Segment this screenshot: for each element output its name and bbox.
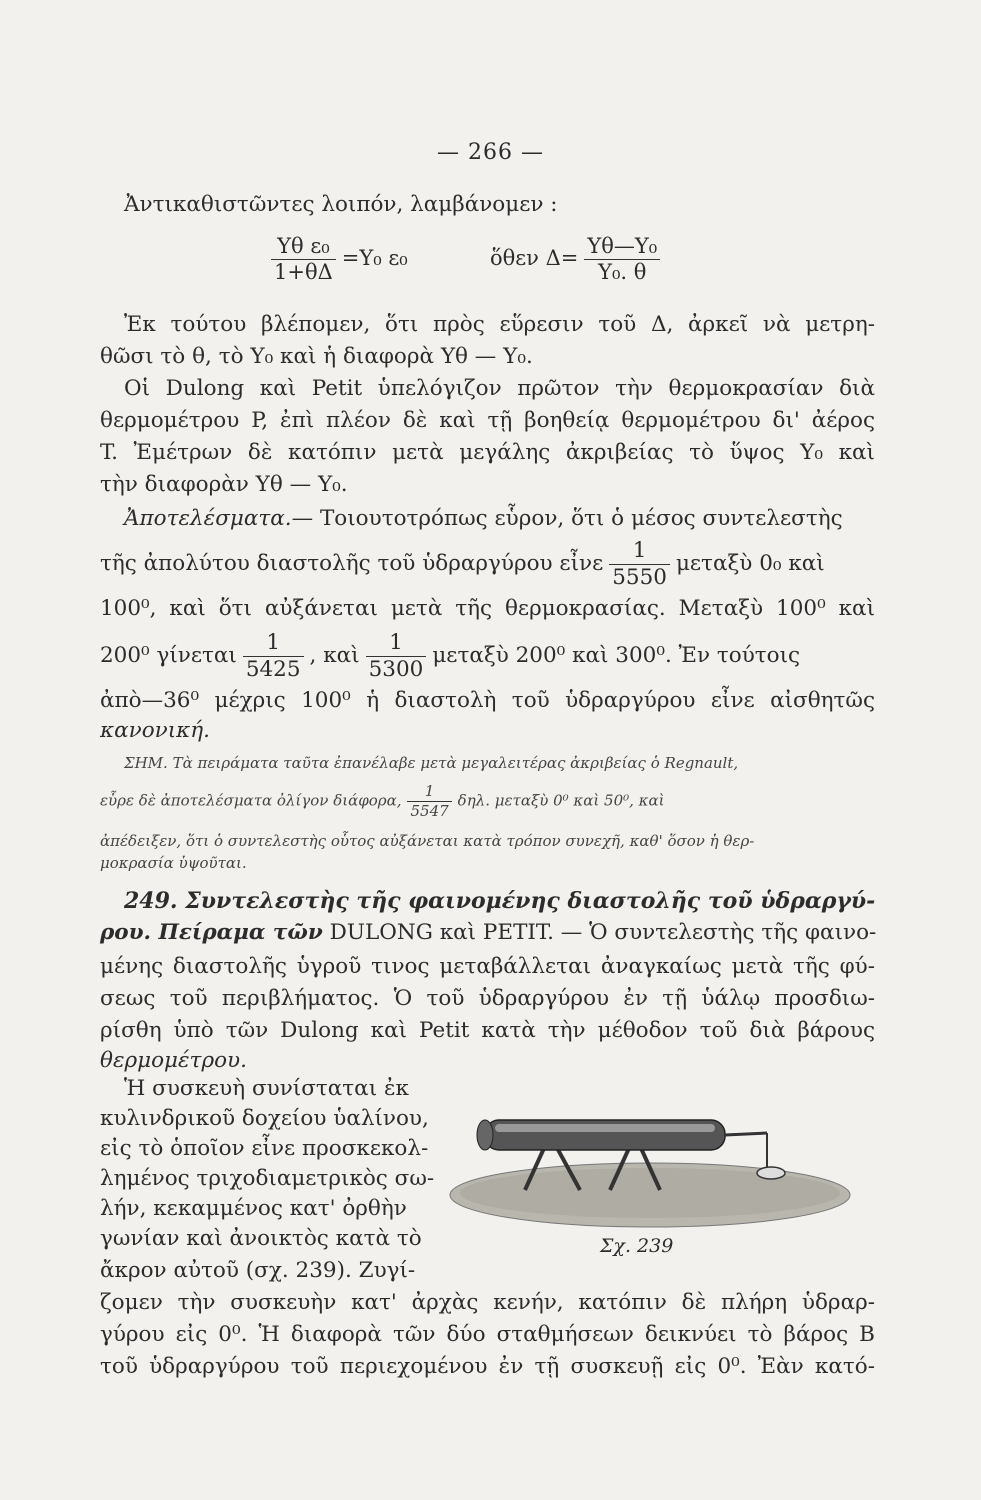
equation-2: ὅθεν Δ= $\frac{\text{Yθ—Y₀}}{\text{Y₀. θ}}$ xyxy=(490,236,666,283)
equation-1: $\frac{\text{Yθ ε₀}}{1+\theta\Delta}$ =Y₀ ε₀ xyxy=(265,236,408,283)
paragraph-line: τοῦ ὑδραργύρου τοῦ περιεχομένου ἐν τῇ συσκευῇ εἰς 0⁰. Ἐὰν κατό- xyxy=(100,1354,875,1379)
paragraph-line: γύρου εἰς 0⁰. Ἡ διαφορὰ τῶν δύο σταθμήσεων δεικνύει τὸ βάρος B xyxy=(100,1322,875,1347)
equation-2-fraction: $\frac{\text{Yθ—Y₀}}{\text{Y₀. θ}}$ xyxy=(584,236,660,283)
paragraph-line: T. Ἐμέτρων δὲ κατόπιν μετὰ μεγάλης ἀκριβείας τὸ ὕψος Y₀ καὶ xyxy=(100,440,875,465)
note-line: ΣΗΜ. Τὰ πειράματα ταῦτα ἐπανέλαβε μετὰ μεγαλειτέρας ἀκριβείας ὁ Regnault, xyxy=(124,754,739,772)
paragraph-line: θερμομέτρου P, ἐπὶ πλέον δὲ καὶ τῇ βοηθείᾳ θερμομέτρου δι' ἀέρος xyxy=(100,408,875,433)
paragraph-line: Ἀποτελέσματα.— Τοιουτοτρόπως εὗρον, ὅτι ὁ μέσος συντελεστὴς xyxy=(124,506,843,531)
wrapped-line: λημένος τριχοδιαμετρικὸς σω- xyxy=(100,1166,435,1191)
intro-line: Ἀντικαθιστῶντες λοιπόν, λαμβάνομεν : xyxy=(124,192,558,217)
section-heading: 249. Συντελεστὴς τῆς φαινομένης διαστολῆς τοῦ ὑδραργύ- xyxy=(124,888,876,914)
note-line: εὗρε δὲ ἀποτελέσματα ὀλίγον διάφορα, $\frac{1}{5547}$ δηλ. μεταξὺ 0⁰ καὶ 50⁰, καὶ xyxy=(100,782,665,820)
fraction: $\frac{1}{5547}$ xyxy=(407,784,451,819)
paragraph-line: ἀπὸ—36⁰ μέχρις 100⁰ ἡ διαστολὴ τοῦ ὑδραργύρου εἶνε αἰσθητῶς xyxy=(100,688,875,713)
results-label: Ἀποτελέσματα. xyxy=(124,506,292,531)
paragraph-line: ρου. Πείραμα τῶν DULONG καὶ PETIT. — Ὁ συντελεστὴς τῆς φαινο- xyxy=(100,920,877,945)
paragraph-line: 100⁰, καὶ ὅτι αὐξάνεται μετὰ τῆς θερμοκρασίας. Μεταξὺ 100⁰ καὶ xyxy=(100,596,875,621)
wrapped-line: ἄκρον αὐτοῦ (σχ. 239). Ζυγί- xyxy=(100,1258,416,1283)
paragraph-line: μένης διαστολῆς ὑγροῦ τινος μεταβάλλεται ἀναγκαίως μετὰ τῆς φύ- xyxy=(100,954,875,979)
paragraph-line: θερμομέτρου. xyxy=(100,1048,247,1073)
paragraph-line: τῆς ἀπολύτου διαστολῆς τοῦ ὑδραργύρου εἶνε $\frac{1}{5550}$ μεταξὺ 0₀ καὶ xyxy=(100,538,825,590)
paragraph-line: ρίσθη ὑπὸ τῶν Dulong καὶ Petit κατὰ τὴν μέθοδον τοῦ διὰ βάρους xyxy=(100,1018,875,1043)
paragraph-line: Οἱ Dulong καὶ Petit ὑπελόγιζον πρῶτον τὴν θερμοκρασίαν διὰ xyxy=(124,376,875,401)
note-line: μοκρασία ὑψοῦται. xyxy=(100,854,247,872)
apparatus-illustration xyxy=(445,1085,880,1230)
fraction: $\frac{1}{5425}$ xyxy=(243,632,304,680)
page-number: — 266 — xyxy=(437,140,544,165)
wrapped-line: λήν, κεκαμμένος κατ' ὀρθὴν xyxy=(100,1196,407,1221)
wrapped-line: Ἡ συσκευὴ συνίσταται ἐκ xyxy=(124,1076,409,1101)
paragraph-line: σεως τοῦ περιβλήματος. Ὁ τοῦ ὑδραργύρου ἐν τῇ ὑάλῳ προσδιω- xyxy=(100,986,875,1011)
fraction: $\frac{1}{5550}$ xyxy=(609,540,670,588)
wrapped-line: εἰς τὸ ὁποῖον εἶνε προσκεκολ- xyxy=(100,1136,429,1161)
paragraph-line: τὴν διαφορὰν Yθ — Y₀. xyxy=(100,472,348,497)
equation-1-fraction: $\frac{\text{Yθ ε₀}}{1+\theta\Delta}$ xyxy=(271,236,336,283)
fraction: $\frac{1}{5300}$ xyxy=(366,632,427,680)
paragraph-line: κανονική. xyxy=(100,718,210,743)
figure-caption: Σχ. 239 xyxy=(600,1235,674,1257)
paragraph-line: θῶσι τὸ θ, τὸ Y₀ καὶ ἡ διαφορὰ Yθ — Y₀. xyxy=(100,344,533,369)
paragraph-line: 200⁰ γίνεται $\frac{1}{5425}$ , καὶ $\frac{1}{5300}$ μεταξὺ 200⁰ καὶ 300⁰. Ἐν τούτοις xyxy=(100,630,801,682)
paragraph-line: Ἐκ τούτου βλέπομεν, ὅτι πρὸς εὕρεσιν τοῦ Δ, ἀρκεῖ νὰ μετρη- xyxy=(124,312,875,337)
paragraph-line: ζομεν τὴν συσκευὴν κατ' ἀρχὰς κενήν, κατόπιν δὲ πλήρη ὑδραρ- xyxy=(100,1290,875,1315)
wrapped-line: γωνίαν καὶ ἀνοικτὸς κατὰ τὸ xyxy=(100,1226,422,1251)
wrapped-line: κυλινδρικοῦ δοχείου ὑαλίνου, xyxy=(100,1106,429,1131)
note-line: ἀπέδειξεν, ὅτι ὁ συντελεστὴς οὗτος αὐξάνεται κατὰ τρόπον συνεχῆ, καθ' ὅσον ἡ θερ- xyxy=(100,832,755,850)
